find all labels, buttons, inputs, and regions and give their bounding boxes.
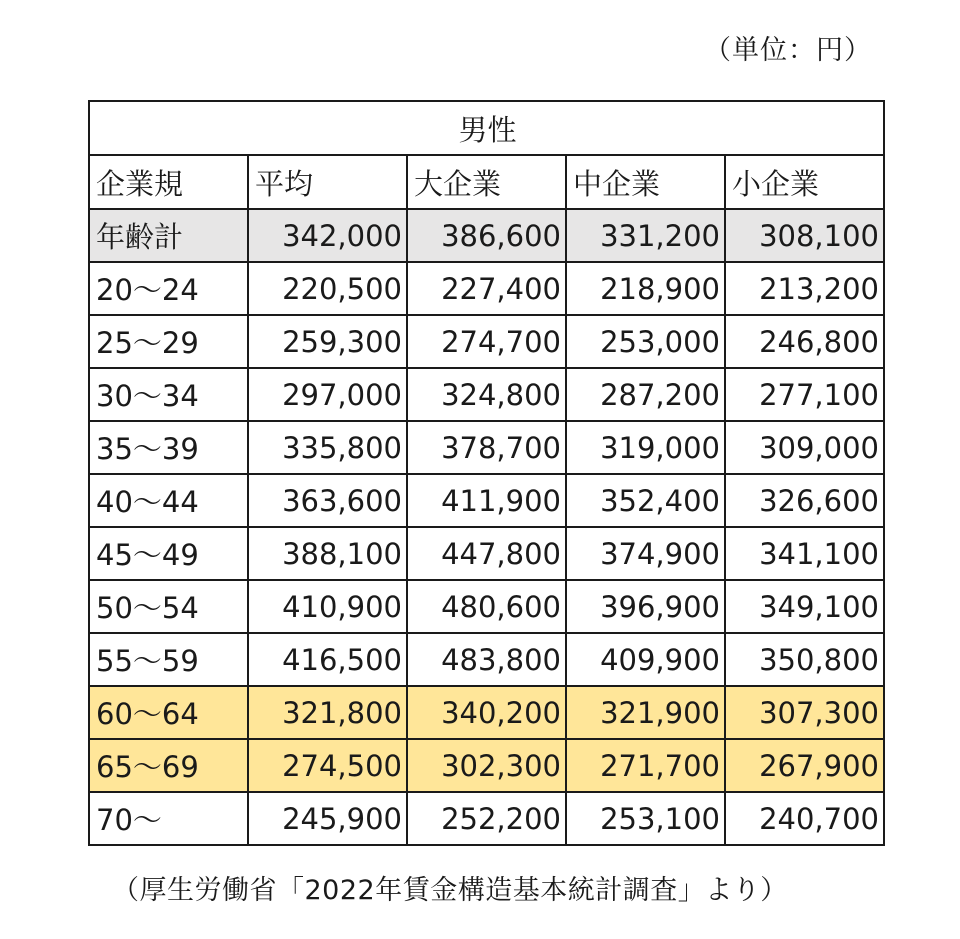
table-row bbox=[89, 421, 884, 474]
salary-value-cell: 245,900 bbox=[248, 792, 407, 845]
table-row bbox=[89, 580, 884, 633]
table-header-row bbox=[89, 155, 884, 209]
table-row bbox=[89, 209, 884, 262]
age-group-label: 35～39 bbox=[89, 421, 248, 474]
salary-value-cell: 374,900 bbox=[566, 527, 725, 580]
salary-value-cell: 410,900 bbox=[248, 580, 407, 633]
age-group-label: 55～59 bbox=[89, 633, 248, 686]
salary-value-cell: 321,900 bbox=[566, 686, 725, 739]
age-group-label: 40～44 bbox=[89, 474, 248, 527]
salary-value-cell: 388,100 bbox=[248, 527, 407, 580]
salary-value-cell: 274,700 bbox=[407, 315, 566, 368]
age-group-label: 50～54 bbox=[89, 580, 248, 633]
salary-value-cell: 267,900 bbox=[725, 739, 884, 792]
table-row bbox=[89, 474, 884, 527]
salary-value-cell: 386,600 bbox=[407, 209, 566, 262]
salary-value-cell: 447,800 bbox=[407, 527, 566, 580]
table-row bbox=[89, 368, 884, 421]
salary-value-cell: 396,900 bbox=[566, 580, 725, 633]
table-row bbox=[89, 739, 884, 792]
source-note: （厚生労働省「2022年賃金構造基本統計調査」より） bbox=[112, 875, 788, 906]
header-cell-large-company: 大企業 bbox=[407, 155, 566, 209]
salary-table-wrapper bbox=[88, 100, 885, 846]
salary-value-cell: 302,300 bbox=[407, 739, 566, 792]
salary-value-cell: 287,200 bbox=[566, 368, 725, 421]
salary-value-cell: 342,000 bbox=[248, 209, 407, 262]
salary-value-cell: 319,000 bbox=[566, 421, 725, 474]
salary-value-cell: 483,800 bbox=[407, 633, 566, 686]
salary-value-cell: 309,000 bbox=[725, 421, 884, 474]
salary-value-cell: 349,100 bbox=[725, 580, 884, 633]
table-row bbox=[89, 315, 884, 368]
salary-value-cell: 220,500 bbox=[248, 262, 407, 315]
unit-note: （単位：円） bbox=[704, 35, 872, 66]
table-title-row bbox=[89, 101, 884, 155]
salary-value-cell: 340,200 bbox=[407, 686, 566, 739]
salary-value-cell: 253,100 bbox=[566, 792, 725, 845]
salary-value-cell: 321,800 bbox=[248, 686, 407, 739]
salary-value-cell: 409,900 bbox=[566, 633, 725, 686]
age-group-label: 60～64 bbox=[89, 686, 248, 739]
salary-value-cell: 213,200 bbox=[725, 262, 884, 315]
salary-value-cell: 308,100 bbox=[725, 209, 884, 262]
salary-value-cell: 411,900 bbox=[407, 474, 566, 527]
table-row bbox=[89, 262, 884, 315]
table-row bbox=[89, 633, 884, 686]
age-group-label: 45～49 bbox=[89, 527, 248, 580]
salary-value-cell: 331,200 bbox=[566, 209, 725, 262]
salary-value-cell: 416,500 bbox=[248, 633, 407, 686]
age-group-label: 年齢計 bbox=[89, 209, 248, 262]
header-cell-medium-company: 中企業 bbox=[566, 155, 725, 209]
salary-value-cell: 324,800 bbox=[407, 368, 566, 421]
salary-value-cell: 274,500 bbox=[248, 739, 407, 792]
salary-value-cell: 341,100 bbox=[725, 527, 884, 580]
salary-value-cell: 252,200 bbox=[407, 792, 566, 845]
salary-value-cell: 246,800 bbox=[725, 315, 884, 368]
age-group-label: 65～69 bbox=[89, 739, 248, 792]
salary-value-cell: 218,900 bbox=[566, 262, 725, 315]
salary-value-cell: 277,100 bbox=[725, 368, 884, 421]
salary-value-cell: 335,800 bbox=[248, 421, 407, 474]
salary-value-cell: 297,000 bbox=[248, 368, 407, 421]
table-row bbox=[89, 527, 884, 580]
header-cell-small-company: 小企業 bbox=[725, 155, 884, 209]
salary-value-cell: 253,000 bbox=[566, 315, 725, 368]
salary-value-cell: 363,600 bbox=[248, 474, 407, 527]
salary-value-cell: 227,400 bbox=[407, 262, 566, 315]
salary-value-cell: 480,600 bbox=[407, 580, 566, 633]
salary-table bbox=[88, 100, 885, 846]
age-group-label: 25～29 bbox=[89, 315, 248, 368]
header-cell-company-size: 企業規 bbox=[89, 155, 248, 209]
table-row bbox=[89, 792, 884, 845]
salary-value-cell: 378,700 bbox=[407, 421, 566, 474]
salary-value-cell: 240,700 bbox=[725, 792, 884, 845]
salary-value-cell: 271,700 bbox=[566, 739, 725, 792]
salary-value-cell: 350,800 bbox=[725, 633, 884, 686]
salary-value-cell: 259,300 bbox=[248, 315, 407, 368]
header-cell-average: 平均 bbox=[248, 155, 407, 209]
age-group-label: 70～ bbox=[89, 792, 248, 845]
table-title: 男性 bbox=[89, 101, 884, 155]
salary-value-cell: 352,400 bbox=[566, 474, 725, 527]
salary-value-cell: 326,600 bbox=[725, 474, 884, 527]
age-group-label: 30～34 bbox=[89, 368, 248, 421]
salary-value-cell: 307,300 bbox=[725, 686, 884, 739]
table-row bbox=[89, 686, 884, 739]
age-group-label: 20～24 bbox=[89, 262, 248, 315]
